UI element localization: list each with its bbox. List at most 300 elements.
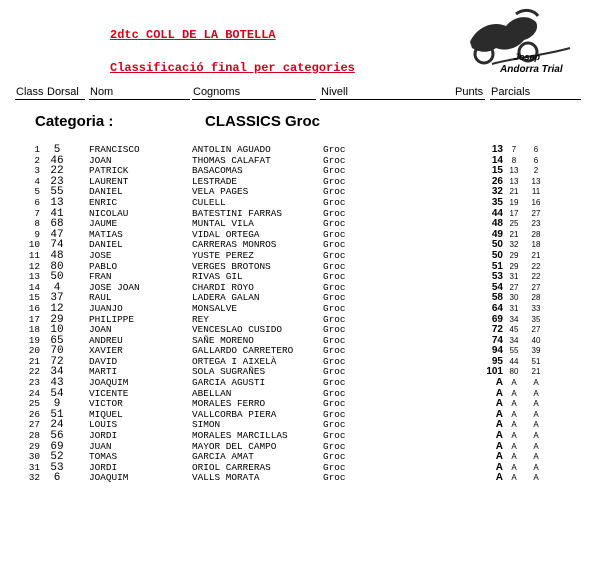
cell-level: Groc — [323, 451, 346, 463]
cell-surname: VERGES BROTONS — [192, 260, 271, 272]
cell-partial-1: 55 — [509, 346, 519, 356]
cell-dorsal: 24 — [50, 419, 64, 432]
cell-points: 44 — [491, 207, 503, 219]
table-row — [0, 272, 547, 283]
cell-level: Groc — [323, 175, 346, 187]
cell-points: 14 — [491, 154, 503, 166]
table-row — [0, 378, 547, 389]
cell-level: Groc — [323, 207, 346, 219]
cell-partial-1: A — [511, 462, 517, 472]
cell-rank: 4 — [34, 175, 40, 187]
column-header-nom: Nom — [90, 86, 114, 98]
cell-points: A — [495, 398, 503, 410]
table-row — [0, 463, 547, 474]
cell-dorsal: 22 — [50, 165, 64, 178]
category-label: Categoria : — [35, 113, 114, 130]
cell-level: Groc — [323, 440, 346, 452]
cell-surname: MUNTAL VILA — [192, 218, 254, 230]
header-underline — [89, 99, 190, 100]
cell-first-name: MATIAS — [89, 228, 123, 240]
cell-level: Groc — [323, 302, 346, 314]
table-row — [0, 145, 547, 156]
cell-dorsal: 47 — [50, 228, 64, 241]
cell-first-name: MARTI — [89, 366, 118, 378]
cell-level: Groc — [323, 472, 346, 484]
cell-level: Groc — [323, 430, 346, 442]
cell-partial-1: A — [511, 420, 517, 430]
cell-first-name: XAVIER — [89, 345, 123, 357]
cell-dorsal: 34 — [50, 366, 64, 379]
logo-text-andorra-trial: Andorra Trial — [500, 64, 563, 75]
cell-first-name: DANIEL — [89, 239, 123, 251]
cell-surname: CULELL — [192, 196, 226, 208]
event-title: 2dtc COLL DE LA BOTELLA — [110, 28, 276, 42]
cell-points: 13 — [491, 144, 503, 155]
cell-level: Groc — [323, 154, 346, 166]
cell-surname: GARCIA AMAT — [192, 451, 254, 463]
cell-dorsal: 41 — [50, 207, 64, 220]
table-row — [0, 293, 547, 304]
cell-first-name: PATRICK — [89, 165, 129, 177]
cell-partial-1: A — [511, 399, 517, 409]
cell-partial-1: 13 — [509, 166, 519, 176]
cell-dorsal: 29 — [50, 313, 64, 326]
cell-surname: BASACOMAS — [192, 165, 243, 177]
cell-dorsal: 72 — [50, 355, 64, 368]
cell-rank: 22 — [28, 366, 40, 378]
cell-partial-1: 34 — [509, 335, 519, 345]
cell-surname: CHARDI ROYO — [192, 281, 254, 293]
cell-points: 72 — [491, 324, 503, 336]
cell-first-name: NICOLAU — [89, 207, 129, 219]
cell-level: Groc — [323, 271, 346, 283]
cell-dorsal: 80 — [50, 260, 64, 273]
table-row — [0, 262, 547, 273]
cell-dorsal: 37 — [50, 292, 64, 305]
cell-surname: GALLARDO CARRETERO — [192, 345, 294, 357]
column-header-nivell: Nivell — [321, 86, 348, 98]
cell-surname: LADERA GALAN — [192, 292, 260, 304]
cell-dorsal: 9 — [53, 398, 61, 411]
cell-level: Groc — [323, 260, 346, 272]
cell-dorsal: 50 — [50, 271, 64, 284]
cell-level: Groc — [323, 387, 346, 399]
cell-partial-1: A — [511, 473, 517, 483]
cell-rank: 11 — [28, 249, 40, 261]
cell-first-name: JOSE JOAN — [89, 281, 140, 293]
header-underline — [192, 99, 316, 100]
cell-dorsal: 69 — [50, 440, 64, 453]
cell-partial-2: 21 — [531, 367, 541, 377]
cell-surname: SOLA SUGRAÑES — [192, 366, 266, 378]
table-row — [0, 304, 547, 315]
table-row — [0, 442, 547, 453]
cell-rank: 8 — [34, 218, 40, 230]
cell-partial-2: A — [533, 420, 539, 430]
cell-dorsal: 13 — [50, 196, 64, 209]
cell-partial-2: A — [533, 409, 539, 419]
cell-partial-2: A — [533, 388, 539, 398]
column-header-dorsal: Dorsal — [47, 86, 79, 98]
cell-points: 101 — [486, 366, 503, 378]
cell-rank: 18 — [28, 324, 40, 336]
cell-dorsal: 51 — [50, 408, 64, 421]
cell-first-name: JUANJO — [89, 302, 123, 314]
cell-level: Groc — [323, 355, 346, 367]
cell-surname: VELA PAGES — [192, 186, 249, 198]
cell-first-name: DANIEL — [89, 186, 123, 198]
cell-partial-1: 32 — [509, 240, 519, 250]
cell-surname: MORALES MARCILLAS — [192, 430, 288, 442]
cell-partial-2: 27 — [531, 325, 541, 335]
cell-level: Groc — [323, 165, 346, 177]
cell-surname: ABELLAN — [192, 387, 232, 399]
cell-first-name: PABLO — [89, 260, 118, 272]
cell-partial-1: 80 — [509, 367, 519, 377]
table-row — [0, 452, 547, 463]
cell-partial-2: 6 — [533, 155, 539, 165]
column-header-class: Class — [16, 86, 44, 98]
cell-rank: 12 — [28, 260, 40, 272]
cell-partial-1: 7 — [511, 145, 517, 154]
cell-surname: ORIOL CARRERAS — [192, 461, 271, 473]
cell-points: 48 — [491, 218, 503, 230]
cell-partial-1: 29 — [509, 250, 519, 260]
cell-partial-2: 27 — [531, 208, 541, 218]
cell-points: 26 — [491, 175, 503, 187]
cell-partial-2: 39 — [531, 346, 541, 356]
cell-points: A — [495, 419, 503, 431]
cell-rank: 7 — [34, 207, 40, 219]
column-header-punts: Punts — [455, 86, 484, 98]
cell-partial-2: 51 — [531, 356, 541, 366]
cell-partial-2: 11 — [531, 187, 541, 197]
cell-first-name: PHILIPPE — [89, 313, 135, 325]
cell-level: Groc — [323, 345, 346, 357]
cell-points: 74 — [491, 334, 503, 346]
table-row — [0, 251, 547, 262]
cell-first-name: FRANCISCO — [89, 144, 140, 155]
cell-first-name: JOAQUIM — [89, 377, 129, 389]
cell-first-name: ANDREU — [89, 334, 123, 346]
cell-partial-2: 27 — [531, 282, 541, 292]
cell-level: Groc — [323, 249, 346, 261]
cell-partial-1: A — [511, 409, 517, 419]
cell-partial-2: 22 — [531, 272, 541, 282]
cell-dorsal: 52 — [50, 451, 64, 464]
cell-surname: SIMON — [192, 419, 221, 431]
cell-dorsal: 48 — [50, 249, 64, 262]
cell-rank: 31 — [28, 461, 40, 473]
cell-points: A — [495, 451, 503, 463]
cell-rank: 13 — [28, 271, 40, 283]
cell-first-name: JAUME — [89, 218, 118, 230]
table-row — [0, 325, 547, 336]
cell-surname: VALLCORBA PIERA — [192, 408, 277, 420]
cell-level: Groc — [323, 313, 346, 325]
cell-first-name: DAVID — [89, 355, 118, 367]
cell-rank: 9 — [34, 228, 40, 240]
cell-points: 64 — [491, 302, 503, 314]
cell-points: A — [495, 472, 503, 484]
cell-partial-1: 8 — [511, 155, 517, 165]
cell-rank: 2 — [34, 154, 40, 166]
cell-points: 51 — [491, 260, 503, 272]
cell-points: 49 — [491, 228, 503, 240]
cell-first-name: TOMAS — [89, 451, 118, 463]
cell-dorsal: 65 — [50, 334, 64, 347]
cell-partial-2: 28 — [531, 229, 541, 239]
cell-level: Groc — [323, 218, 346, 230]
cell-level: Groc — [323, 196, 346, 208]
column-header-cognoms: Cognoms — [193, 86, 241, 98]
cell-partial-1: 44 — [509, 356, 519, 366]
cell-partial-2: 2 — [533, 166, 539, 176]
cell-partial-1: 27 — [509, 282, 519, 292]
results-table — [0, 145, 547, 484]
cell-rank: 5 — [34, 186, 40, 198]
cell-level: Groc — [323, 334, 346, 346]
page-subtitle: Classificació final per categories — [110, 61, 355, 75]
cell-first-name: JUAN — [89, 440, 112, 452]
cell-first-name: JOAN — [89, 324, 112, 336]
cell-partial-1: 45 — [509, 325, 519, 335]
cell-partial-2: 35 — [531, 314, 541, 324]
cell-first-name: VICENTE — [89, 387, 129, 399]
cell-first-name: JOAN — [89, 154, 112, 166]
cell-level: Groc — [323, 324, 346, 336]
header-underline — [15, 99, 85, 100]
cell-partial-1: 34 — [509, 314, 519, 324]
cell-partial-2: A — [533, 378, 539, 388]
cell-points: 15 — [491, 165, 503, 177]
cell-points: A — [495, 387, 503, 399]
cell-dorsal: 10 — [50, 324, 64, 337]
cell-first-name: LOUIS — [89, 419, 118, 431]
cell-rank: 15 — [28, 292, 40, 304]
cell-rank: 19 — [28, 334, 40, 346]
cell-first-name: MIQUEL — [89, 408, 123, 420]
cell-partial-1: 30 — [509, 293, 519, 303]
cell-surname: VALLS MORATA — [192, 472, 260, 484]
header-underline — [490, 99, 581, 100]
cell-points: 58 — [491, 292, 503, 304]
cell-partial-1: A — [511, 452, 517, 462]
cell-dorsal: 46 — [50, 154, 64, 167]
cell-partial-2: A — [533, 441, 539, 451]
cell-surname: GARCIA AGUSTI — [192, 377, 266, 389]
cell-rank: 1 — [34, 144, 40, 155]
cell-rank: 25 — [28, 398, 40, 410]
table-row — [0, 166, 547, 177]
cell-partial-2: 40 — [531, 335, 541, 345]
cell-partial-1: 29 — [509, 261, 519, 271]
cell-partial-1: 21 — [509, 229, 519, 239]
cell-partial-1: 21 — [509, 187, 519, 197]
cell-partial-2: 18 — [531, 240, 541, 250]
cell-partial-1: A — [511, 441, 517, 451]
cell-surname: LESTRADE — [192, 175, 238, 187]
cell-level: Groc — [323, 281, 346, 293]
cell-level: Groc — [323, 228, 346, 240]
cell-rank: 26 — [28, 408, 40, 420]
cell-first-name: LAURENT — [89, 175, 129, 187]
cell-partial-2: A — [533, 399, 539, 409]
cell-partial-1: 31 — [509, 303, 519, 313]
cell-points: 32 — [491, 186, 503, 198]
table-row — [0, 209, 547, 220]
cell-partial-1: A — [511, 388, 517, 398]
cell-partial-1: 19 — [509, 197, 519, 207]
cell-points: 69 — [491, 313, 503, 325]
cell-first-name: VICTOR — [89, 398, 123, 410]
table-row — [0, 198, 547, 209]
cell-partial-2: 21 — [531, 250, 541, 260]
cell-partial-2: A — [533, 431, 539, 441]
cell-level: Groc — [323, 377, 346, 389]
cell-rank: 21 — [28, 355, 40, 367]
cell-dorsal: 23 — [50, 175, 64, 188]
cell-dorsal: 68 — [50, 218, 64, 231]
cell-dorsal: 70 — [50, 345, 64, 358]
cell-rank: 14 — [28, 281, 40, 293]
cell-partial-2: 23 — [531, 219, 541, 229]
cell-points: 50 — [491, 249, 503, 261]
cell-rank: 28 — [28, 430, 40, 442]
cell-partial-1: A — [511, 378, 517, 388]
cell-dorsal: 43 — [50, 377, 64, 390]
cell-points: A — [495, 377, 503, 389]
trial-logo — [462, 8, 580, 84]
cell-dorsal: 12 — [50, 302, 64, 315]
cell-level: Groc — [323, 366, 346, 378]
cell-partial-2: 22 — [531, 261, 541, 271]
cell-surname: YUSTE PEREZ — [192, 249, 254, 261]
cell-surname: CARRERAS MONROS — [192, 239, 277, 251]
trial-rider-icon — [462, 8, 580, 84]
table-row — [0, 156, 547, 167]
cell-points: A — [495, 440, 503, 452]
cell-dorsal: 4 — [53, 281, 61, 294]
table-row — [0, 177, 547, 188]
table-row — [0, 240, 547, 251]
cell-surname: THOMAS CALAFAT — [192, 154, 271, 166]
cell-rank: 23 — [28, 377, 40, 389]
cell-dorsal: 54 — [50, 387, 64, 400]
cell-level: Groc — [323, 398, 346, 410]
cell-rank: 16 — [28, 302, 40, 314]
cell-first-name: RAUL — [89, 292, 112, 304]
cell-surname: MONSALVE — [192, 302, 238, 314]
cell-partial-1: 25 — [509, 219, 519, 229]
table-row — [0, 187, 547, 198]
cell-points: 94 — [491, 345, 503, 357]
cell-partial-2: 6 — [533, 145, 539, 154]
cell-partial-2: A — [533, 462, 539, 472]
cell-level: Groc — [323, 239, 346, 251]
table-row — [0, 410, 547, 421]
cell-first-name: ENRIC — [89, 196, 118, 208]
cell-points: 53 — [491, 271, 503, 283]
cell-rank: 30 — [28, 451, 40, 463]
cell-dorsal: 55 — [50, 186, 64, 199]
cell-points: 95 — [491, 355, 503, 367]
cell-surname: SAÑE MORENO — [192, 334, 254, 346]
cell-partial-2: 13 — [531, 176, 541, 186]
cell-level: Groc — [323, 408, 346, 420]
cell-level: Groc — [323, 186, 346, 198]
cell-points: A — [495, 408, 503, 420]
cell-level: Groc — [323, 419, 346, 431]
cell-points: 35 — [491, 196, 503, 208]
cell-level: Groc — [323, 144, 346, 155]
cell-rank: 29 — [28, 440, 40, 452]
cell-rank: 20 — [28, 345, 40, 357]
cell-first-name: JORDI — [89, 430, 118, 442]
table-row — [0, 357, 547, 368]
cell-rank: 32 — [28, 472, 40, 484]
cell-rank: 24 — [28, 387, 40, 399]
cell-rank: 10 — [28, 239, 40, 251]
cell-first-name: JOSE — [89, 249, 112, 261]
cell-partial-1: 17 — [509, 208, 519, 218]
table-row — [0, 283, 547, 294]
cell-first-name: FRAN — [89, 271, 112, 283]
cell-dorsal: 6 — [53, 472, 61, 485]
cell-rank: 27 — [28, 419, 40, 431]
table-row — [0, 219, 547, 230]
logo-text-josep: Josep — [514, 52, 541, 62]
cell-dorsal: 5 — [53, 144, 61, 156]
table-row — [0, 367, 547, 378]
cell-partial-1: 31 — [509, 272, 519, 282]
cell-first-name: JOAQUIM — [89, 472, 129, 484]
column-header-parcials: Parcials — [491, 86, 531, 98]
cell-level: Groc — [323, 292, 346, 304]
cell-partial-2: 16 — [531, 197, 541, 207]
cell-surname: RIVAS GIL — [192, 271, 243, 283]
cell-partial-2: A — [533, 452, 539, 462]
cell-rank: 6 — [34, 196, 40, 208]
cell-partial-2: 28 — [531, 293, 541, 303]
cell-points: A — [495, 430, 503, 442]
cell-rank: 3 — [34, 165, 40, 177]
cell-dorsal: 53 — [50, 461, 64, 474]
cell-surname: MAYOR DEL CAMPO — [192, 440, 277, 452]
header-underline — [320, 99, 485, 100]
cell-level: Groc — [323, 461, 346, 473]
category-value: CLASSICS Groc — [205, 113, 321, 130]
table-row — [0, 389, 547, 400]
cell-dorsal: 56 — [50, 430, 64, 443]
table-row — [0, 473, 547, 484]
cell-surname: VENCESLAO CUSIDO — [192, 324, 283, 336]
cell-surname: ORTEGA I AIXELÀ — [192, 355, 277, 367]
cell-surname: REY — [192, 313, 209, 325]
cell-partial-1: 13 — [509, 176, 519, 186]
cell-surname: BATESTINI FARRAS — [192, 207, 283, 219]
cell-first-name: JORDI — [89, 461, 118, 473]
cell-rank: 17 — [28, 313, 40, 325]
cell-partial-2: A — [533, 473, 539, 483]
cell-dorsal: 74 — [50, 239, 64, 252]
cell-points: 54 — [491, 281, 503, 293]
cell-partial-1: A — [511, 431, 517, 441]
cell-partial-2: 33 — [531, 303, 541, 313]
cell-surname: VIDAL ORTEGA — [192, 228, 260, 240]
cell-surname: MORALES FERRO — [192, 398, 266, 410]
cell-surname: ANTOLIN AGUADO — [192, 144, 271, 155]
